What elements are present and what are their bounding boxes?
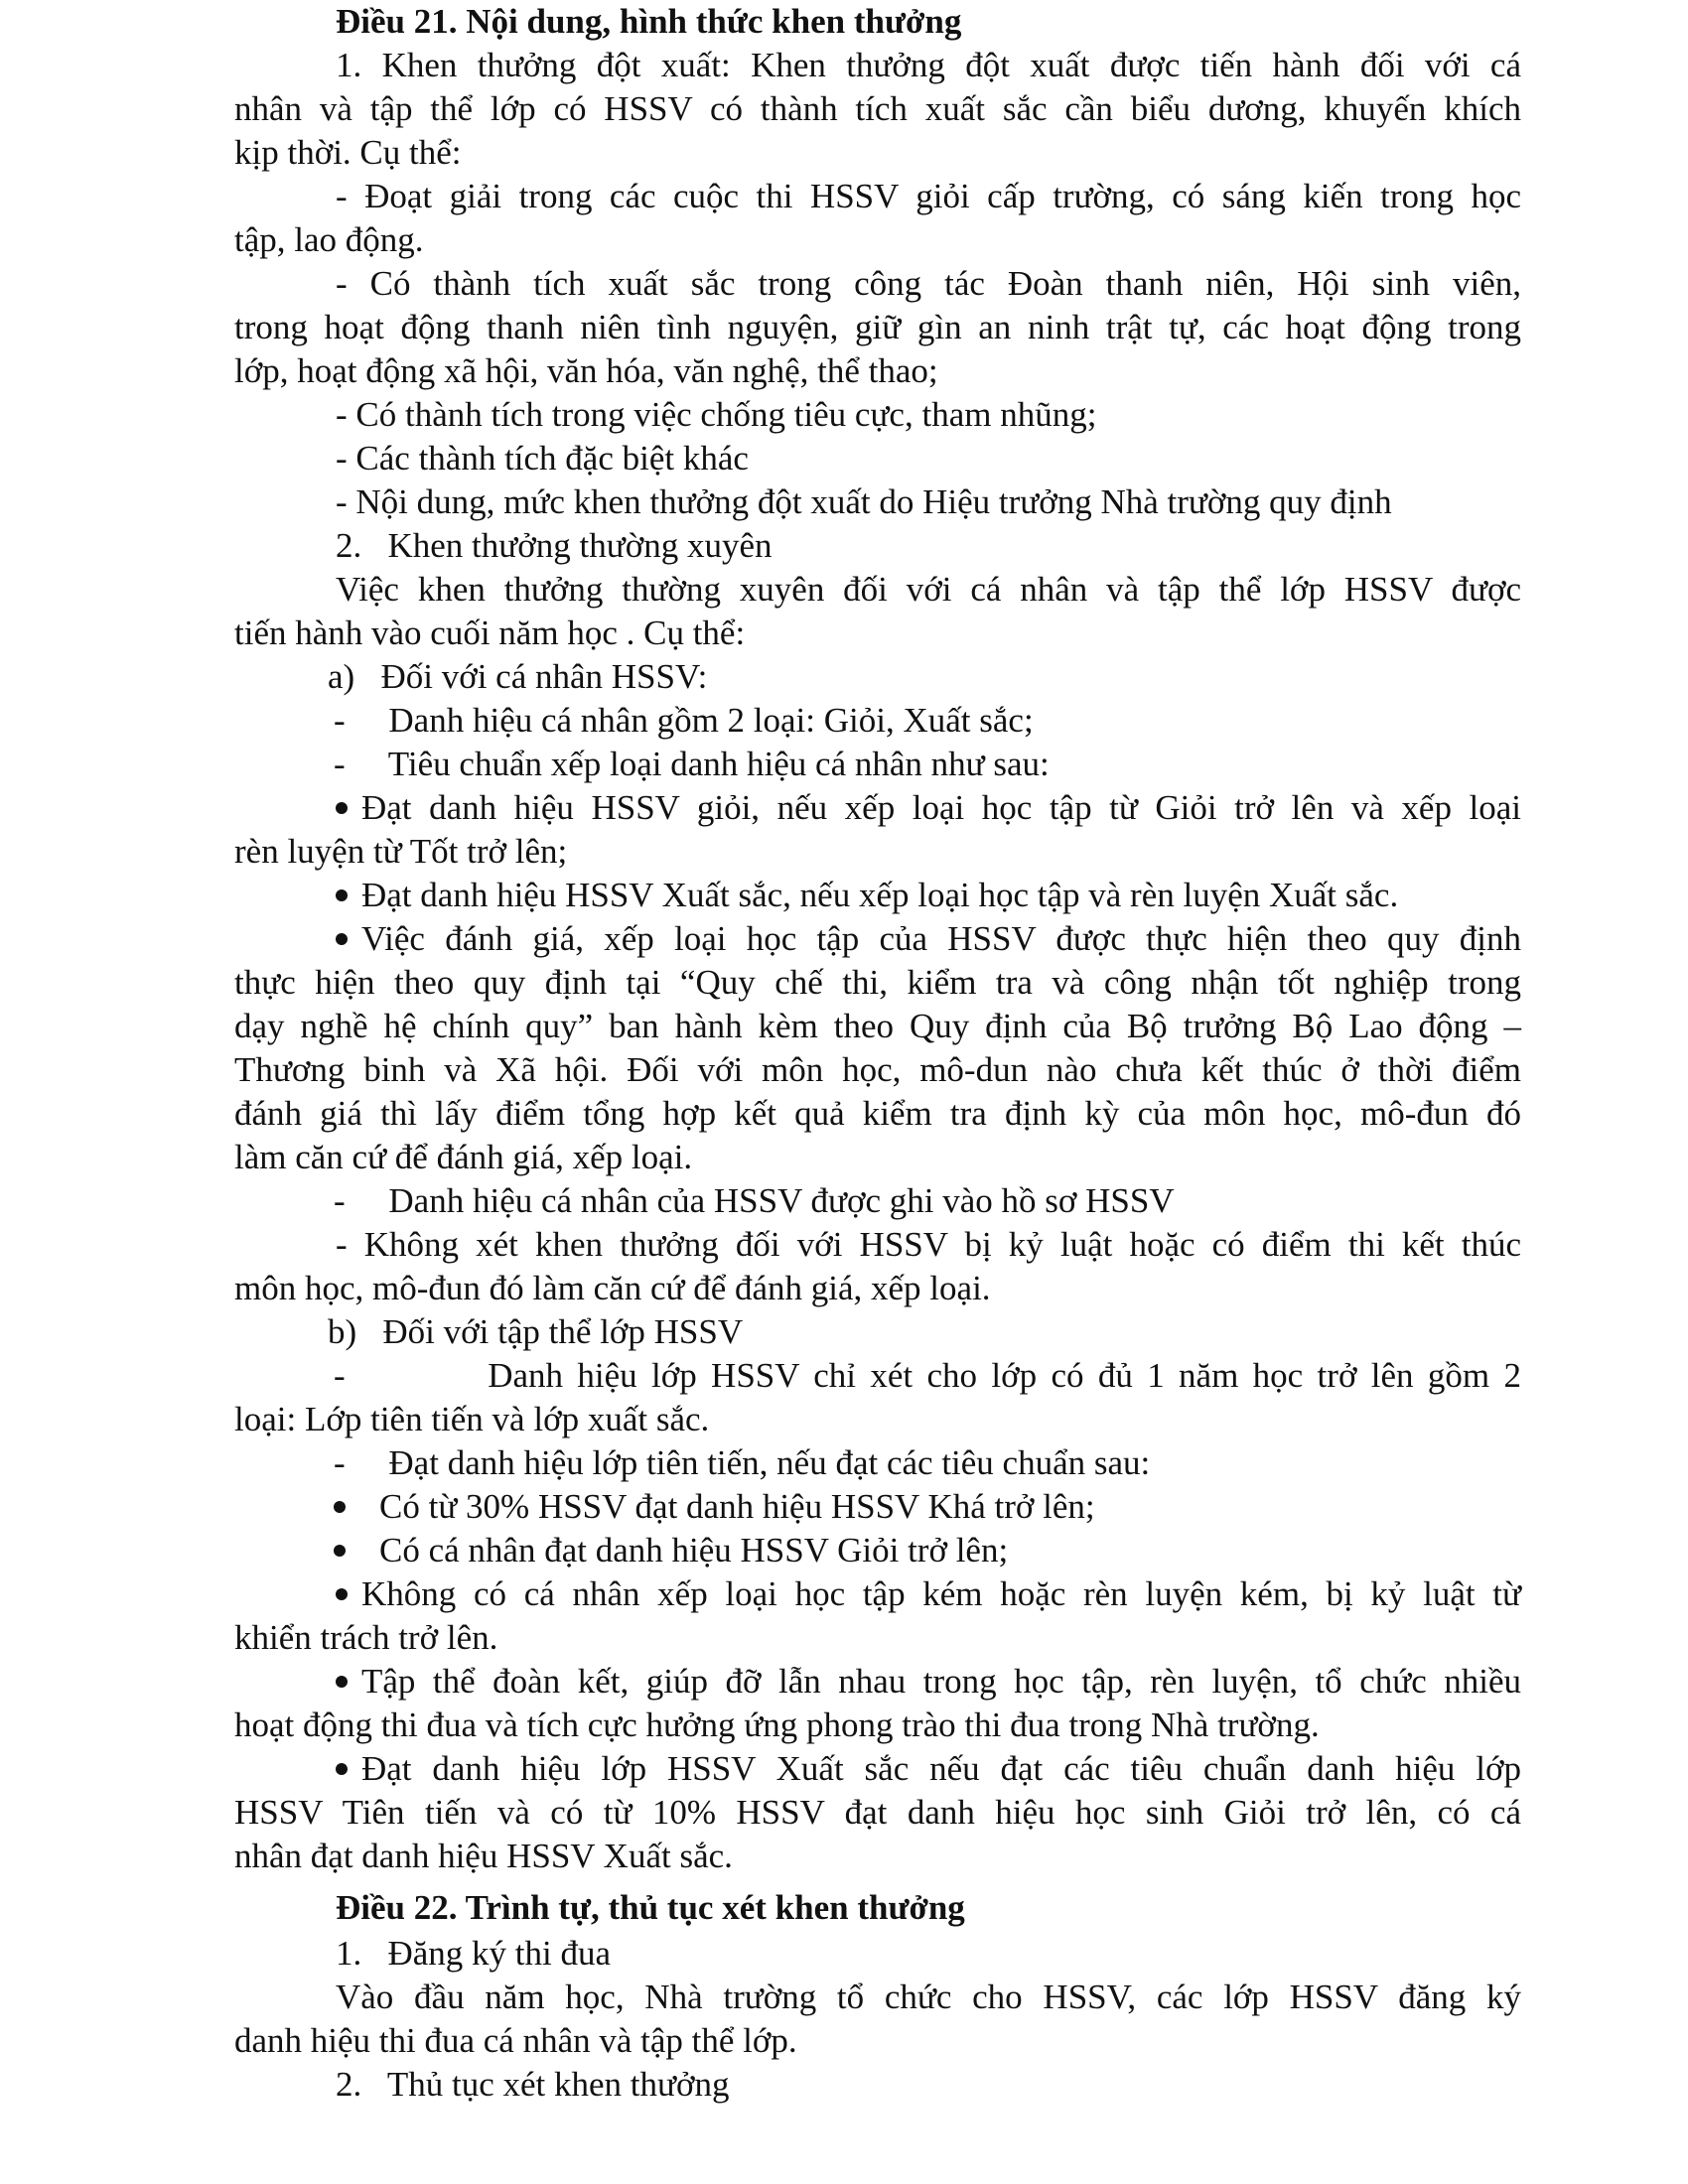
paragraph-line: 1. Khen thưởng đột xuất: Khen thưởng đột xuất được tiến hành đối với cá (336, 46, 1521, 84)
paragraph-line: nhân đạt danh hiệu HSSV Xuất sắc. (234, 1837, 733, 1875)
dash-item: - Đoạt giải trong các cuộc thi HSSV giỏi cấp trường, có sáng kiến trong học (336, 177, 1521, 215)
paragraph-line: lớp, hoạt động xã hội, văn hóa, văn nghệ, thể thao; (234, 351, 938, 390)
dash-item: - Tiêu chuẩn xếp loại danh hiệu cá nhân như sau: (334, 745, 1050, 783)
numbered-item: 2. Khen thưởng thường xuyên (336, 526, 773, 565)
dash-item: - Danh hiệu lớp HSSV chỉ xét cho lớp có đủ 1 năm học trở lên gồm 2 (334, 1356, 1521, 1395)
paragraph-line: loại: Lớp tiên tiến và lớp xuất sắc. (234, 1400, 710, 1438)
paragraph-line: làm căn cứ để đánh giá, xếp loại. (234, 1138, 693, 1176)
paragraph-line: dạy nghề hệ chính quy” ban hành kèm theo Quy định của Bộ trưởng Bộ Lao động – (234, 1007, 1521, 1045)
article-21-heading: Điều 21. Nội dung, hình thức khen thưởng (336, 2, 962, 41)
bullet-text: Việc đánh giá, xếp loại học tập của HSSV được thực hiện theo quy định (361, 919, 1521, 958)
dash-item: - Có thành tích trong việc chống tiêu cực, tham nhũng; (336, 395, 1097, 434)
bullet-text: Có cá nhân đạt danh hiệu HSSV Giỏi trở lên; (379, 1531, 1009, 1570)
bullet-text: Có từ 30% HSSV đạt danh hiệu HSSV Khá trở lên; (379, 1487, 1095, 1526)
bullet-text: Đạt danh hiệu HSSV giỏi, nếu xếp loại học tập từ Giỏi trở lên và xếp loại (361, 788, 1521, 827)
paragraph-line: khiển trách trở lên. (234, 1618, 498, 1657)
dash-item: - Đạt danh hiệu lớp tiên tiến, nếu đạt các tiêu chuẩn sau: (334, 1443, 1151, 1482)
paragraph-line: Vào đầu năm học, Nhà trường tổ chức cho HSSV, các lớp HSSV đăng ký (336, 1978, 1521, 2016)
bullet-icon (336, 1588, 348, 1600)
bullet-item (336, 1572, 1521, 1616)
lettered-item: a) Đối với cá nhân HSSV: (328, 657, 708, 696)
bullet-text: Không có cá nhân xếp loại học tập kém hoặc rèn luyện kém, bị kỷ luật từ (361, 1574, 1521, 1613)
paragraph-line: trong hoạt động thanh niên tình nguyện, giữ gìn an ninh trật tự, các hoạt động trong (234, 308, 1521, 346)
dash-item: - Danh hiệu cá nhân gồm 2 loại: Giỏi, Xuất sắc; (334, 701, 1034, 740)
bullet-item (336, 1747, 1521, 1791)
bullet-text: Đạt danh hiệu lớp HSSV Xuất sắc nếu đạt các tiêu chuẩn danh hiệu lớp (361, 1749, 1521, 1788)
dash-item: - Danh hiệu cá nhân của HSSV được ghi vào hồ sơ HSSV (334, 1181, 1175, 1220)
dash-item: - Nội dung, mức khen thưởng đột xuất do Hiệu trưởng Nhà trường quy định (336, 482, 1392, 521)
bullet-item (336, 1660, 1521, 1704)
paragraph-line: tiến hành vào cuối năm học . Cụ thể: (234, 614, 746, 652)
bullet-item (334, 1485, 1521, 1529)
numbered-item: 1. Đăng ký thi đua (336, 1934, 612, 1973)
bullet-icon (336, 802, 348, 814)
paragraph-line: thực hiện theo quy định tại “Quy chế thi, kiểm tra và công nhận tốt nghiệp trong (234, 963, 1521, 1002)
dash-item: - Có thành tích xuất sắc trong công tác Đoàn thanh niên, Hội sinh viên, (336, 264, 1521, 303)
bullet-item (336, 874, 1521, 917)
paragraph-line: HSSV Tiên tiến và có từ 10% HSSV đạt danh hiệu học sinh Giỏi trở lên, có cá (234, 1793, 1521, 1832)
bullet-item (336, 917, 1521, 961)
paragraph-line: kịp thời. Cụ thể: (234, 133, 462, 172)
bullet-icon (336, 889, 348, 901)
paragraph-line: hoạt động thi đua và tích cực hưởng ứng phong trào thi đua trong Nhà trường. (234, 1706, 1320, 1744)
article-22-heading: Điều 22. Trình tự, thủ tục xét khen thưởng (336, 1888, 965, 1927)
bullet-icon (334, 1545, 346, 1557)
bullet-icon (334, 1501, 346, 1513)
paragraph-line: môn học, mô-đun đó làm căn cứ để đánh giá, xếp loại. (234, 1269, 991, 1307)
bullet-item (334, 1529, 1521, 1572)
paragraph-line: tập, lao động. (234, 220, 424, 259)
bullet-icon (336, 933, 348, 945)
dash-item: - Các thành tích đặc biệt khác (336, 439, 749, 478)
numbered-item: 2. Thủ tục xét khen thưởng (336, 2065, 730, 2104)
dash-item: - Không xét khen thưởng đối với HSSV bị kỷ luật hoặc có điểm thi kết thúc (336, 1225, 1521, 1264)
bullet-icon (336, 1676, 348, 1688)
paragraph-line: đánh giá thì lấy điểm tổng hợp kết quả kiểm tra định kỳ của môn học, mô-đun đó (234, 1094, 1521, 1133)
paragraph-line: danh hiệu thi đua cá nhân và tập thể lớp. (234, 2021, 797, 2060)
paragraph-line: nhân và tập thể lớp có HSSV có thành tích xuất sắc cần biểu dương, khuyến khích (234, 89, 1521, 128)
paragraph-line: Việc khen thưởng thường xuyên đối với cá nhân và tập thể lớp HSSV được (336, 570, 1521, 609)
bullet-icon (336, 1763, 348, 1775)
bullet-text: Tập thể đoàn kết, giúp đỡ lẫn nhau trong học tập, rèn luyện, tổ chức nhiều (361, 1662, 1521, 1701)
paragraph-line: Thương binh và Xã hội. Đối với môn học, mô-dun nào chưa kết thúc ở thời điểm (234, 1050, 1521, 1089)
bullet-item (336, 786, 1521, 830)
bullet-text: Đạt danh hiệu HSSV Xuất sắc, nếu xếp loại học tập và rèn luyện Xuất sắc. (361, 876, 1399, 914)
paragraph-line: rèn luyện từ Tốt trở lên; (234, 832, 568, 871)
lettered-item: b) Đối với tập thể lớp HSSV (328, 1312, 744, 1351)
